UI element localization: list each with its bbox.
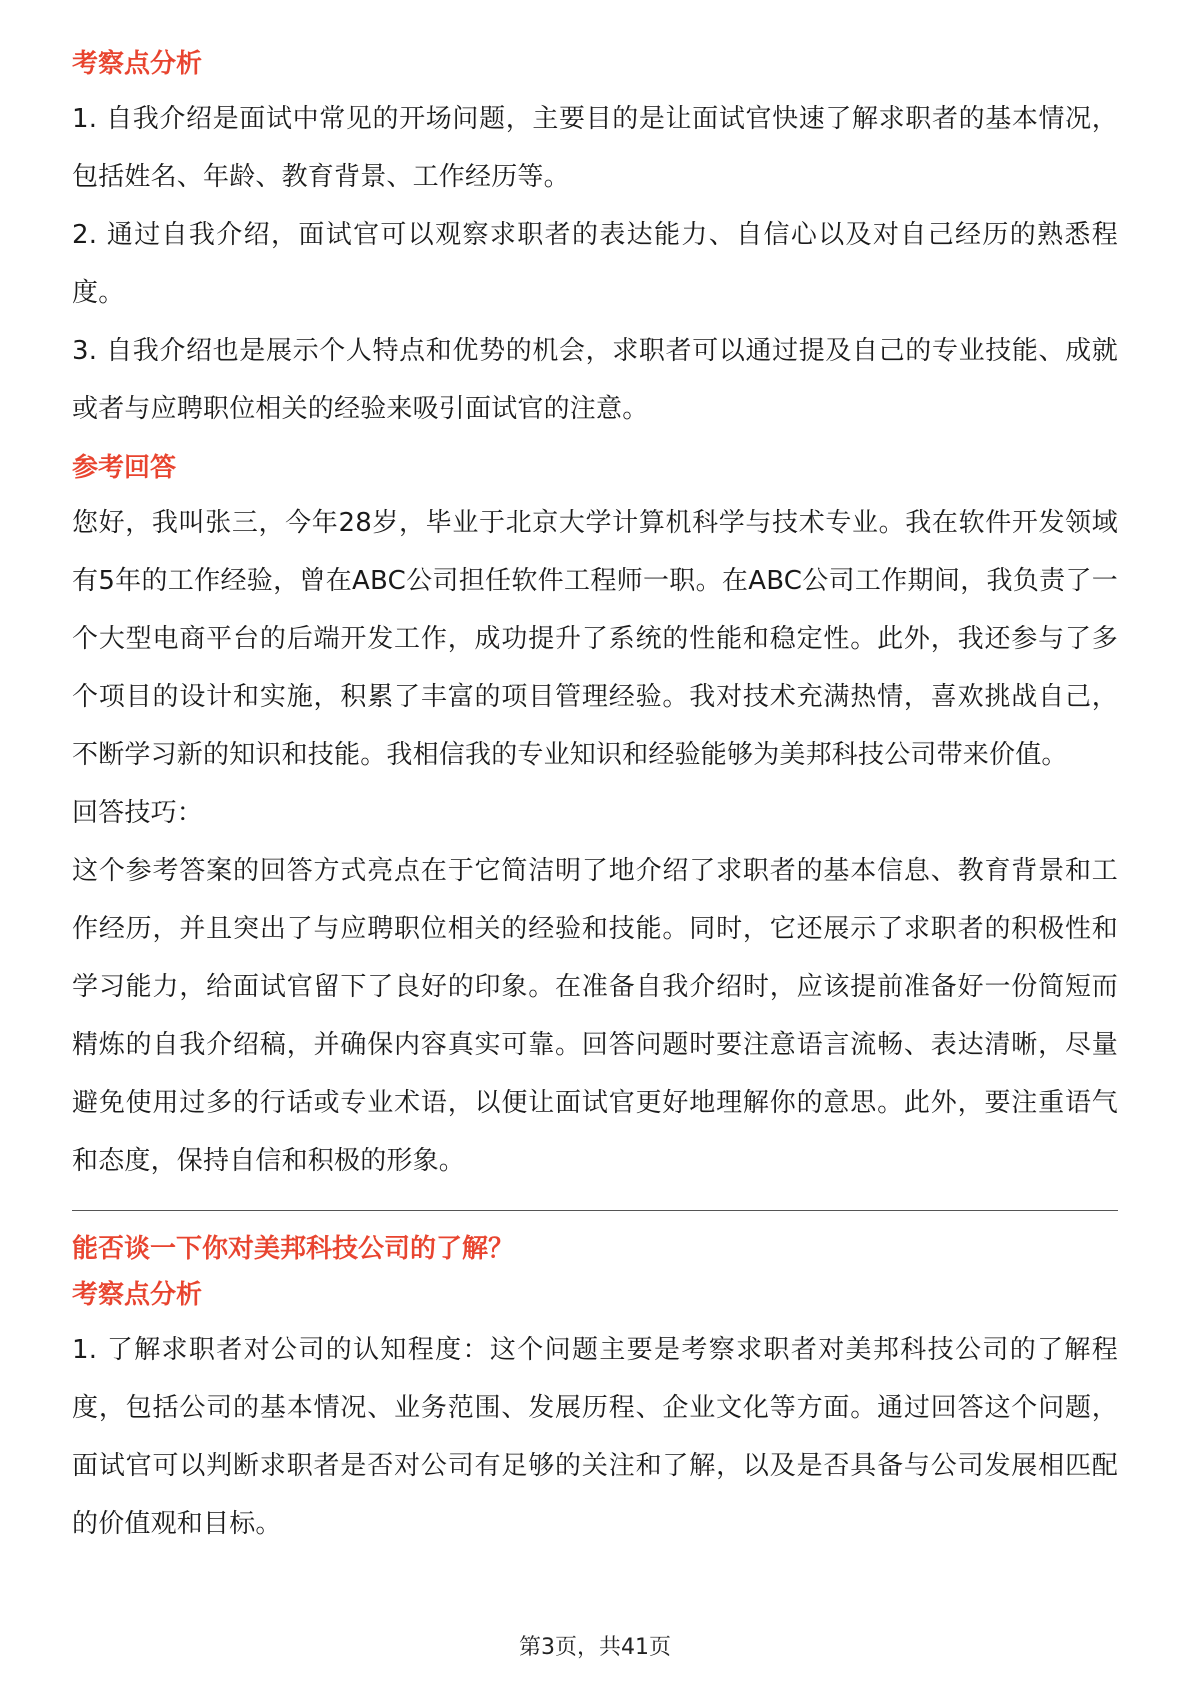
analysis-point-q2-1: 1. 了解求职者对公司的认知程度：这个问题主要是考察求职者对美邦科技公司的了解程度，包括公司的基本情况、业务范围、发展历程、企业文化等方面。通过回答这个问题，面试官可以判断求职者是否对公司有足够的关注和了解，以及是否具备与公司发展相匹配的价值观和目标。 xyxy=(72,1335,1118,1539)
question-title: 能否谈一下你对美邦科技公司的了解？ xyxy=(72,1234,515,1264)
section-heading-analysis-2: 考察点分析 xyxy=(72,1280,203,1310)
answer-tips-label: 回答技巧： xyxy=(72,798,204,828)
analysis-point-1: 1. 自我介绍是面试中常见的开场问题，主要目的是让面试官快速了解求职者的基本情况，包括姓名、年龄、教育背景、工作经历等。 xyxy=(72,104,1118,192)
analysis-point-2: 2. 通过自我介绍，面试官可以观察求职者的表达能力、自信心以及对自己经历的熟悉程度。 xyxy=(72,220,1118,308)
answer-tips-text: 这个参考答案的回答方式亮点在于它简洁明了地介绍了求职者的基本信息、教育背景和工作经历，并且突出了与应聘职位相关的经验和技能。同时，它还展示了求职者的积极性和学习能力，给面试官留下了良好的印象。在准备自我介绍时，应该提前准备好一份简短而精炼的自我介绍稿，并确保内容真实可靠。回答问题时要注意语言流畅、表达清晰，尽量避免使用过多的行话或专业术语，以便让面试官更好地理解你的意思。此外，要注重语气和态度，保持自信和积极的形象。 xyxy=(72,856,1118,1176)
reference-answer-text: 您好，我叫张三，今年28岁，毕业于北京大学计算机科学与技术专业。我在软件开发领域有5年的工作经验，曾在ABC公司担任软件工程师一职。在ABC公司工作期间，我负责了一个大型电商平台的后端开发工作，成功提升了系统的性能和稳定性。此外，我还参与了多个项目的设计和实施，积累了丰富的项目管理经验。我对技术充满热情，喜欢挑战自己，不断学习新的知识和技能。我相信我的专业知识和经验能够为美邦科技公司带来价值。 xyxy=(72,508,1118,770)
spacer xyxy=(72,438,1118,448)
document-page xyxy=(72,44,1118,1553)
section-heading-reference-answer: 参考回答 xyxy=(72,453,177,483)
page-number: 第3页，共41页 xyxy=(519,1635,671,1660)
section-heading-analysis: 考察点分析 xyxy=(72,49,203,79)
question-divider xyxy=(72,1210,1118,1211)
analysis-point-3: 3. 自我介绍也是展示个人特点和优势的机会，求职者可以通过提及自己的专业技能、成就或者与应聘职位相关的经验来吸引面试官的注意。 xyxy=(72,336,1118,424)
